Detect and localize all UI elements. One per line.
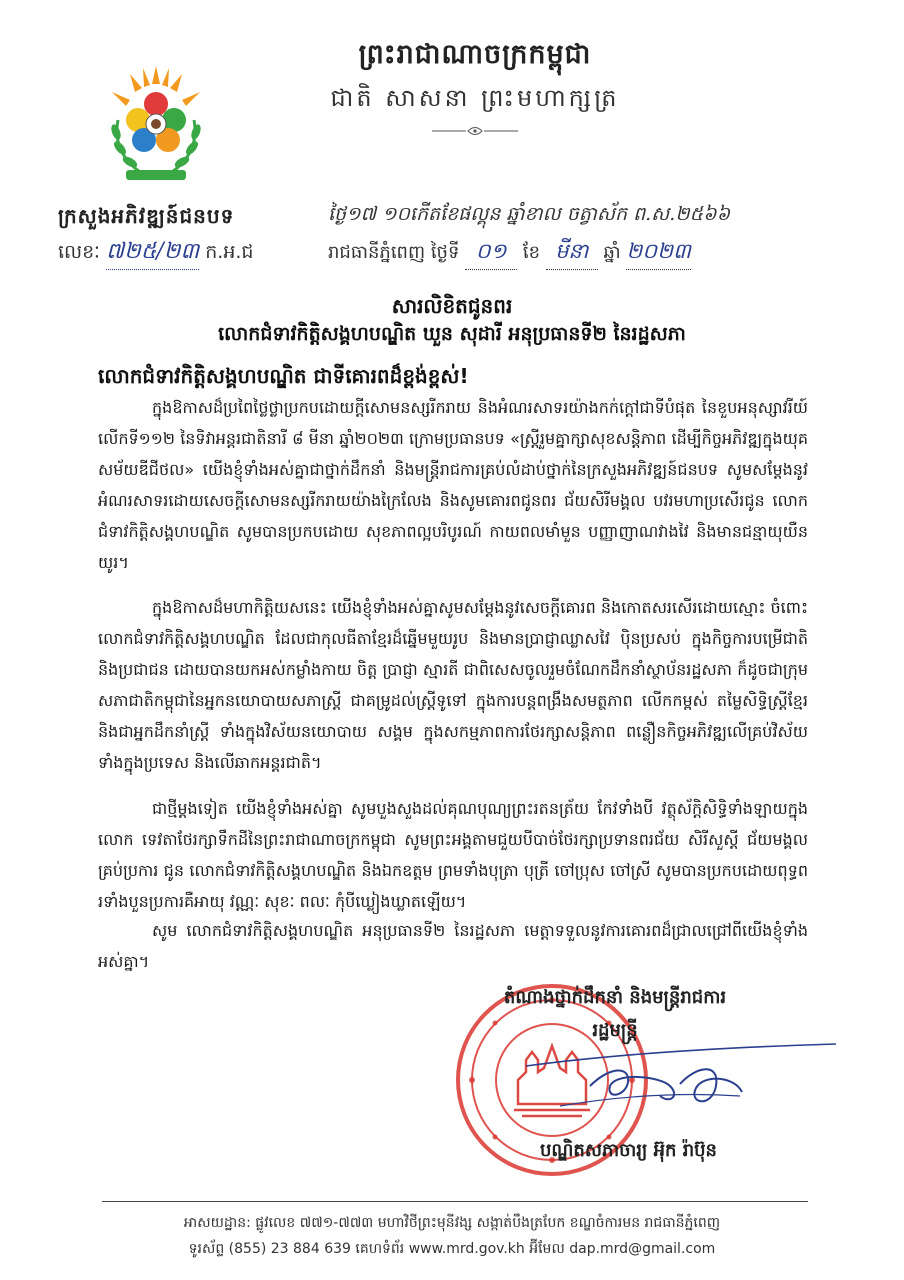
- ministry-logo: [100, 62, 212, 188]
- date-prefix: រាជធានីភ្នំពេញ ថ្ងៃទី: [328, 242, 460, 263]
- ref-number: ៧២៥/២៣: [106, 237, 199, 270]
- kingdom-title: ព្រះរាជាណាចក្រកម្ពុជា: [358, 39, 592, 70]
- signatory-name: បណ្ឌិតសភាចារ្យ អ៊ុក រ៉ាប៊ុន: [540, 1140, 717, 1161]
- letter-title: សារលិខិតជូនពរ: [391, 294, 513, 318]
- date-day: ០១: [465, 238, 517, 270]
- paragraph-4: [98, 915, 808, 977]
- signatory-role: រដ្ឋមន្ត្រី: [592, 1020, 638, 1041]
- ornament-divider: [430, 124, 520, 138]
- salutation: លោកជំទាវកិត្តិសង្គហបណ្ឌិត ជាទីគោរពដ៏ខ្ពង់ខ្ពស់!: [98, 364, 469, 388]
- paragraph-1: [98, 392, 808, 578]
- ref-label: លេខៈ: [58, 241, 100, 263]
- date-year: ២០២៣: [626, 238, 691, 270]
- ministry-name: ក្រសួងអភិវឌ្ឍន៍ជនបទ: [58, 204, 235, 228]
- kingdom-header: [330, 38, 620, 142]
- paragraph-3-text: ជាថ្មីម្ដងទៀត យើងខ្ញុំទាំងអស់គ្នា សូមបួងសួងដល់គុណបុណ្យព្រះរតនត្រ័យ កែវទាំងបី វត្ថុស័ក្ដិសិទ្ធិទាំងឡាយក្នុងលោក ទេវតាថែរក្សាទឹកដីនៃព្រះរាជាណាចក្រកម្ពុជា សូមព្រះអង្គតាមជួយបីបាច់ថែរក្សាប្រទានពរជ័យ សិរីសួស្ដី ជ័យមង្គលគ្រប់ប្រការ ជូន លោកជំទាវកិត្តិសង្គហបណ្ឌិត និងឯកឧត្តម ព្រមទាំងបុត្រា បុត្រី ចៅប្រុស ចៅស្រី សូមបានប្រកបដោយពុទ្ធពរទាំងបួនប្រការគឺអាយុ វណ្ណៈ សុខៈ ពលៈ កុំបីឃ្លៀងឃ្លាតឡើយ។: [98, 799, 808, 911]
- ref-suffix: ក.អ.ជ: [205, 241, 254, 263]
- footer-address: អាសយដ្ឋាន: ផ្លូវលេខ ៧៧១-៧៧៣ មហាវិថីព្រះមុនីវង្ស សង្កាត់បឹងត្របែក ខណ្ឌចំការមន រាជធានីភ្នំពេញ: [183, 1215, 721, 1231]
- kingdom-motto: ជាតិ សាសនា ព្រះមហាក្សត្រ: [330, 84, 620, 112]
- date-year-label: ឆ្នាំ: [603, 242, 621, 263]
- paragraph-1-text: ក្នុងឱកាសដ៏ប្រពៃថ្លៃថ្លាប្រកបដោយក្ដីសោមនស្សរីករាយ និងអំណរសាទរយ៉ាងកក់ក្ដៅជាទីបំផុត នៃខួបអនុស្សាវរីយ៍លើកទី១១២ នៃទិវាអន្តរជាតិនារី ៨ មីនា ឆ្នាំ២០២៣ ក្រោមប្រធានបទ «ស្ត្រីរួមគ្នាក្សាសុខសន្តិភាព ដើម្បីកិច្ចអភិវឌ្ឍក្នុងយុគសម័យឌីជីថល» យើងខ្ញុំទាំងអស់គ្នាជាថ្នាក់ដឹកនាំ និងមន្ត្រីរាជការគ្រប់លំដាប់ថ្នាក់នៃក្រសួងអភិវឌ្ឍន៍ជនបទ សូមសម្ដែងនូវអំណរសាទរដោយសេចក្ដីសោមនស្សរីករាយយ៉ាងក្រៃលែង និងសូមគោរពជូនពរ ជ័យសិរីមង្គល បវរមហាប្រសើរជូន លោកជំទាវកិត្តិសង្គហបណ្ឌិត សូមបានប្រកបដោយ សុខភាពល្អបរិបូរណ៍ កាយពលមាំមួន បញ្ញាញាណវាងវៃ និងមានជន្មាយុយឺនយូរ។: [98, 398, 808, 572]
- paragraph-2: [98, 592, 808, 778]
- solar-date: [328, 238, 691, 270]
- footer-contact: ទូរស័ព្ទ (855) 23 884 639 គេហទំព័រ www.mrd.gov.kh អ៊ីមែល dap.mrd@gmail.com: [188, 1241, 716, 1257]
- lunar-date: ថ្ងៃ១៧ ១០កើតខែផល្គុន ឆ្នាំខាល ចត្វាស័ក ព.ស.២៥៦៦: [328, 203, 731, 225]
- reference-line: [58, 237, 253, 270]
- letter-subtitle: លោកជំទាវកិត្តិសង្គហបណ្ឌិត ឃួន សុដារី អនុប្រធានទី២ នៃរដ្ឋសភា: [218, 323, 686, 345]
- signatory-organization: តំណាងថ្នាក់ដឹកនាំ និងមន្ត្រីរាជការ: [503, 987, 727, 1008]
- date-month-label: ខែ: [522, 242, 541, 263]
- date-month: មីនា: [546, 238, 598, 270]
- paragraph-2-text: ក្នុងឱកាសដ៏មហាកិត្តិយសនេះ យើងខ្ញុំទាំងអស់គ្នាសូមសម្ដែងនូវសេចក្ដីគោរព និងកោតសរសើរដោយស្មោះ ចំពោះ លោកជំទាវកិត្តិសង្គហបណ្ឌិត ដែលជាកុលធីតាខ្មែរដ៏ឆ្នើមមួយរូប និងមានប្រាជ្ញាឈ្លាសវៃ ប៉ិនប្រសប់ ក្នុងកិច្ចការបម្រើជាតិ និងប្រជាជន ដោយបានយកអស់កម្លាំងកាយ ចិត្ត ប្រាជ្ញា ស្មារតី ជាពិសេសចូលរួមចំណែកដឹកនាំស្ថាប័នរដ្ឋសភា ក៏ដូចជាក្រុមសភាជាតិកម្ពុជានៃអ្នកនយោបាយសភាស្ត្រី ជាគម្រូដល់ស្ត្រីទូទៅ ក្នុងការបន្តពង្រឹងសមត្ថភាព លើកកម្ពស់ តម្លៃសិទ្ធិស្ត្រីខ្មែរ និងជាអ្នកដឹកនាំស្ត្រី ទាំងក្នុងវិស័យនយោបាយ សង្គម ក្នុងសកម្មភាពការថែរក្សាសន្តិភាព ពន្លឿនកិច្ចអភិវឌ្ឍលើគ្រប់វិស័យទាំងក្នុងប្រទេស និងលើឆាកអន្តរជាតិ។: [98, 598, 808, 772]
- paragraph-3: [98, 793, 808, 917]
- paragraph-4-text: សូម លោកជំទាវកិត្តិសង្គហបណ្ឌិត អនុប្រធានទី២ នៃរដ្ឋសភា មេត្តាទទួលនូវការគោរពដ៏ជ្រាលជ្រៅពីយើងខ្ញុំទាំងអស់គ្នា។: [98, 921, 808, 971]
- footer-divider: [102, 1201, 808, 1202]
